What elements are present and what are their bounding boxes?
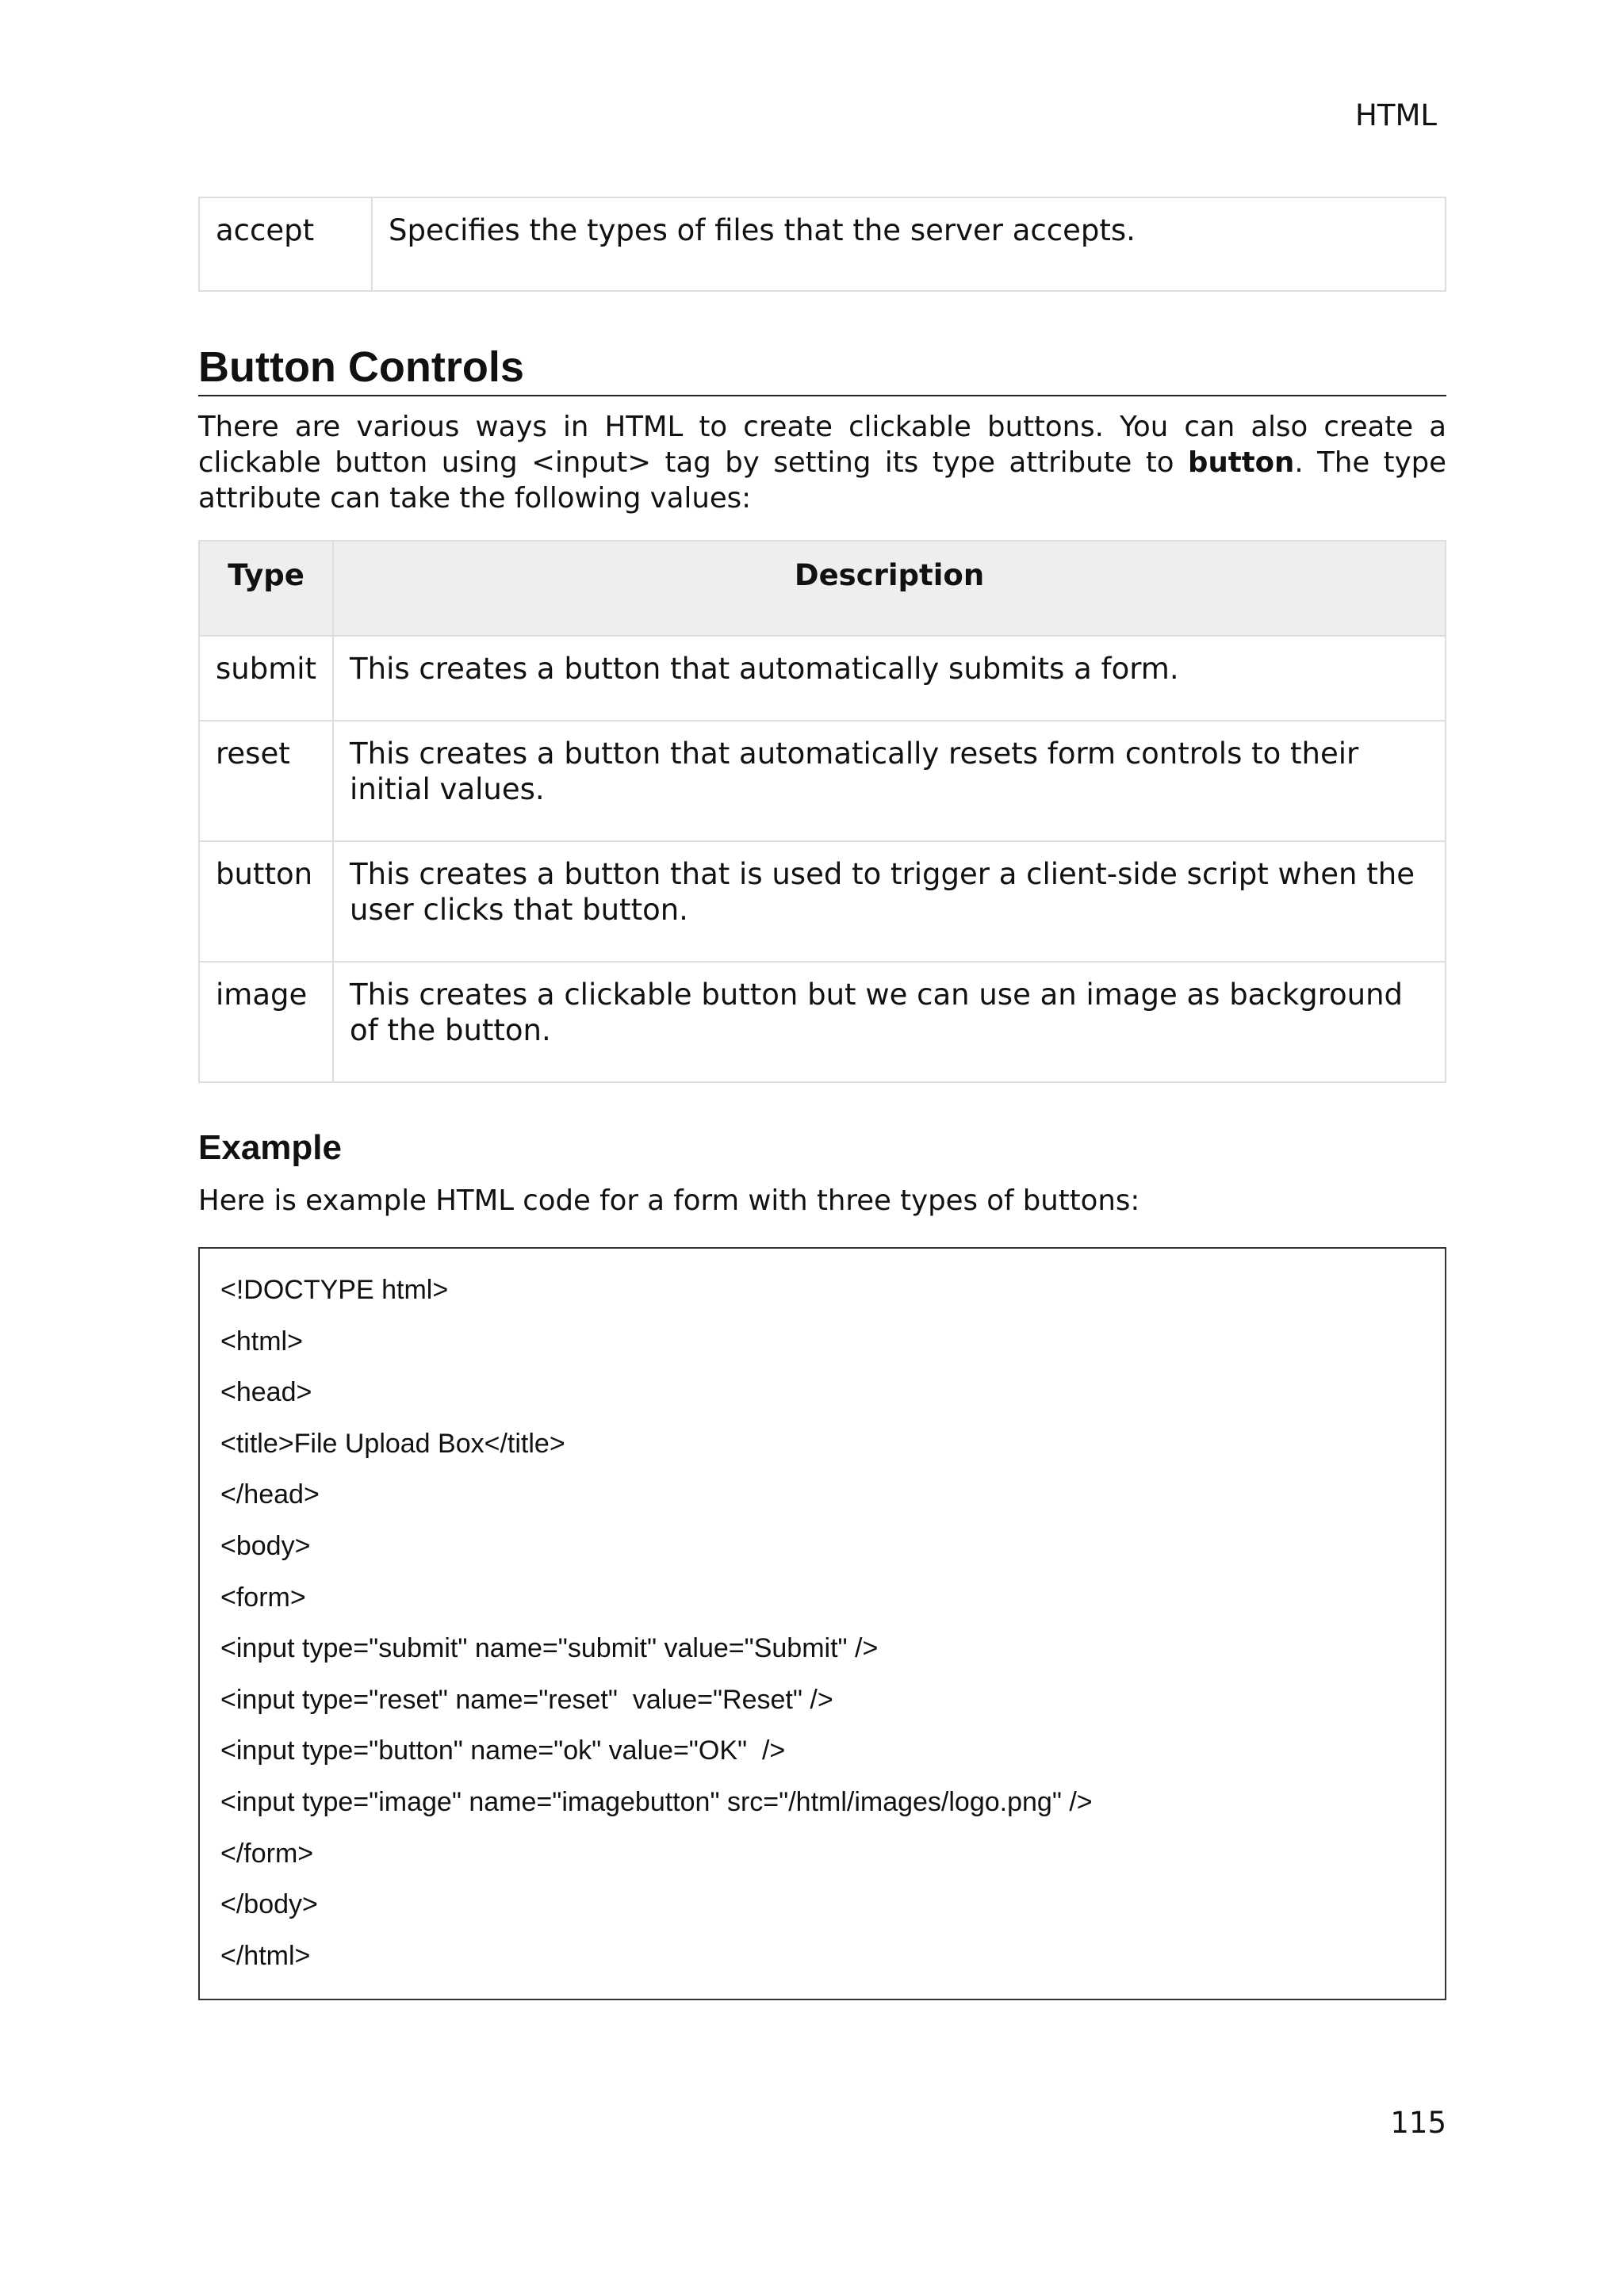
- section-intro: [198, 409, 1446, 516]
- code-line: <html>: [220, 1326, 303, 1357]
- code-line: <input type="reset" name="reset" value="Reset" />: [220, 1684, 833, 1715]
- attribute-name: accept: [199, 197, 372, 291]
- running-header: HTML: [1355, 98, 1437, 132]
- table-row: [199, 841, 1446, 962]
- column-header-type: Type: [199, 541, 333, 636]
- description-cell: This creates a button that automatically submits a form.: [333, 636, 1446, 721]
- code-line: <title>File Upload Box</title>: [220, 1428, 565, 1459]
- code-line: <!DOCTYPE html>: [220, 1275, 449, 1305]
- example-intro: Here is example HTML code for a form with three types of buttons:: [198, 1184, 1140, 1217]
- example-title: Example: [198, 1128, 342, 1167]
- code-line: </head>: [220, 1479, 320, 1510]
- code-line: <form>: [220, 1582, 306, 1613]
- code-line: </html>: [220, 1940, 311, 1971]
- intro-text: There are various ways in HTML to create clickable buttons. You can also create a clickable button using <input> tag by setting its type attribute to: [198, 411, 1446, 479]
- page-number: 115: [1390, 2106, 1446, 2140]
- intro-text: . The type attribute can take the following values:: [198, 446, 1446, 515]
- attribute-table: [198, 197, 1446, 292]
- code-line: </form>: [220, 1838, 314, 1869]
- table-row: [199, 636, 1446, 721]
- type-cell: image: [199, 962, 333, 1082]
- code-line: </body>: [220, 1889, 318, 1920]
- table-row: [199, 197, 1446, 291]
- type-cell: reset: [199, 721, 333, 841]
- table-header-row: [199, 541, 1446, 636]
- button-types-table: [198, 540, 1446, 1083]
- type-cell: submit: [199, 636, 333, 721]
- description-cell: This creates a clickable button but we can use an image as background of the button.: [333, 962, 1446, 1082]
- description-cell: This creates a button that is used to trigger a client-side script when the user clicks that button.: [333, 841, 1446, 962]
- description-cell: This creates a button that automatically resets form controls to their initial values.: [333, 721, 1446, 841]
- code-line: <input type="submit" name="submit" value="Submit" />: [220, 1633, 879, 1664]
- code-line: <body>: [220, 1530, 311, 1561]
- table-row: [199, 721, 1446, 841]
- page-content: [198, 197, 1446, 2000]
- type-cell: button: [199, 841, 333, 962]
- code-line: <head>: [220, 1377, 312, 1408]
- column-header-description: Description: [333, 541, 1446, 636]
- code-block: [198, 1247, 1446, 2000]
- section-title: Button Controls: [198, 341, 1446, 396]
- intro-bold-keyword: button: [1188, 446, 1295, 479]
- attribute-description: Specifies the types of files that the server accepts.: [372, 197, 1446, 291]
- code-line: <input type="button" name="ok" value="OK" />: [220, 1735, 786, 1766]
- code-line: <input type="image" name="imagebutton" src="/html/images/logo.png" />: [220, 1786, 1093, 1817]
- table-row: [199, 962, 1446, 1082]
